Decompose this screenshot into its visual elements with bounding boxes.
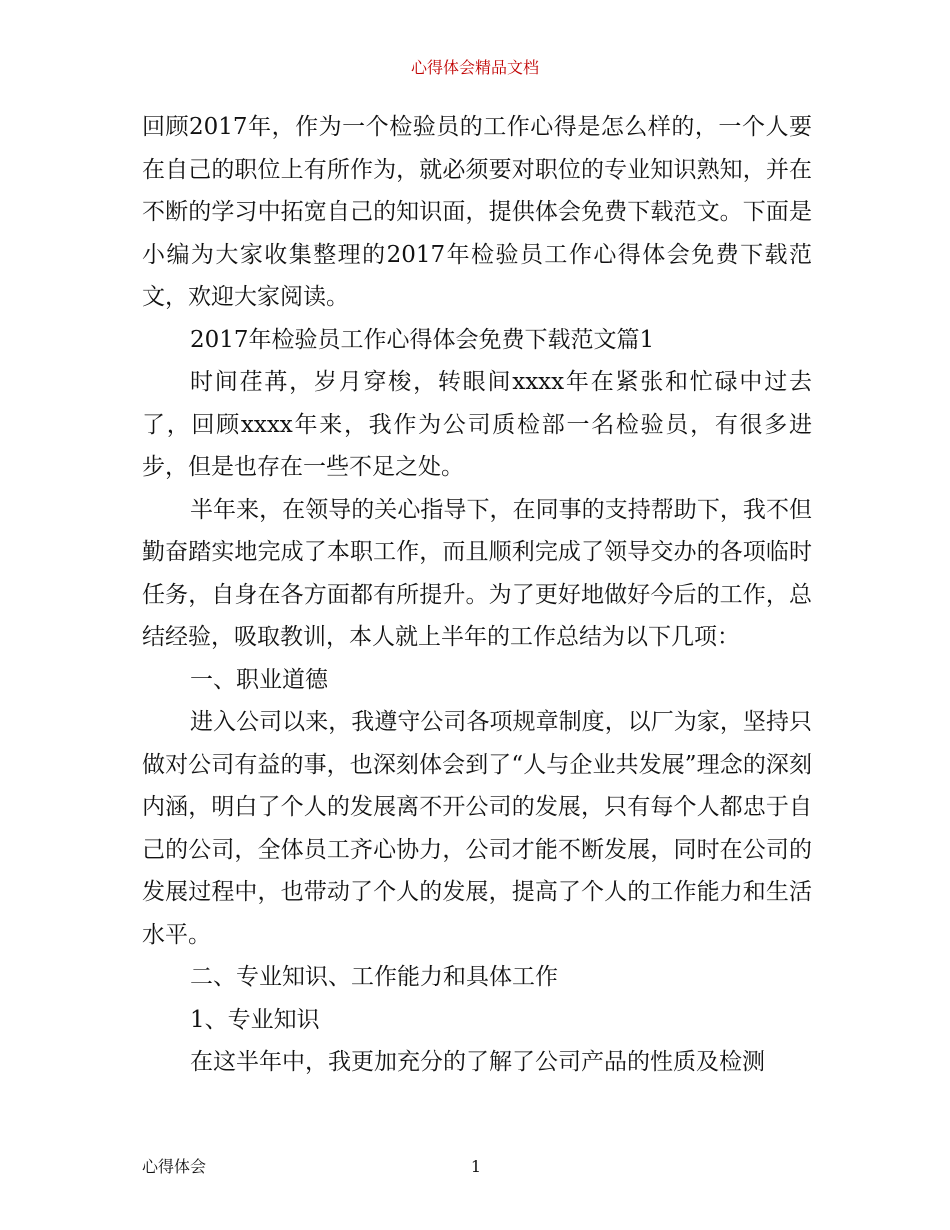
page-number: 1 [470, 1157, 482, 1176]
section-heading: 一、职业道德 [190, 666, 328, 693]
section-heading: 二、专业知识、工作能力和具体工作 [190, 964, 558, 990]
page-header-title: 心得体会精品文档 [410, 58, 539, 77]
footer-label: 心得体会 [142, 1157, 207, 1176]
document-body [142, 106, 812, 1084]
body-paragraph: 半年来，在领导的关心指导下，在同事的支持帮助下，我不但勤奋踏实地完成了本职工作，而且顺利完成了领导交办的各项临时任务，自身在各方面都有所提升。为了更好地做好今后的工作，总结经验，吸取教训，本人就上半年的工作总结为以下几项： [142, 496, 812, 650]
article-heading: 2017年检验员工作心得体会免费下载范文篇1 [190, 326, 655, 353]
body-paragraph: 在这半年中，我更加充分的了解了公司产品的性质及检测 [190, 1049, 765, 1075]
body-paragraph: 时间荏苒，岁月穿梭，转眼间xxxx年在紧张和忙碌中过去了，回顾xxxx年来，我作为公司质检部一名检验员，有很多进步，但是也存在一些不足之处。 [142, 369, 812, 480]
intro-paragraph: 回顾2017年，作为一个检验员的工作心得是怎么样的，一个人要在自己的职位上有所作为，就必须要对职位的专业知识熟知，并在不断的学习中拓宽自己的知识面，提供体会免费下载范文。下面是小编为大家收集整理的2017年检验员工作心得体会免费下载范文，欢迎大家阅读。 [142, 114, 812, 310]
body-paragraph: 进入公司以来，我遵守公司各项规章制度，以厂为家，坚持只做对公司有益的事，也深刻体会到了“人与企业共发展”理念的深刻内涵，明白了个人的发展离不开公司的发展，只有每个人都忠于自己的公司，全体员工齐心协力，公司才能不断发展，同时在公司的发展过程中，也带动了个人的发展，提高了个人的工作能力和生活水平。 [142, 709, 812, 948]
subsection-heading: 1、专业知识 [190, 1006, 320, 1033]
